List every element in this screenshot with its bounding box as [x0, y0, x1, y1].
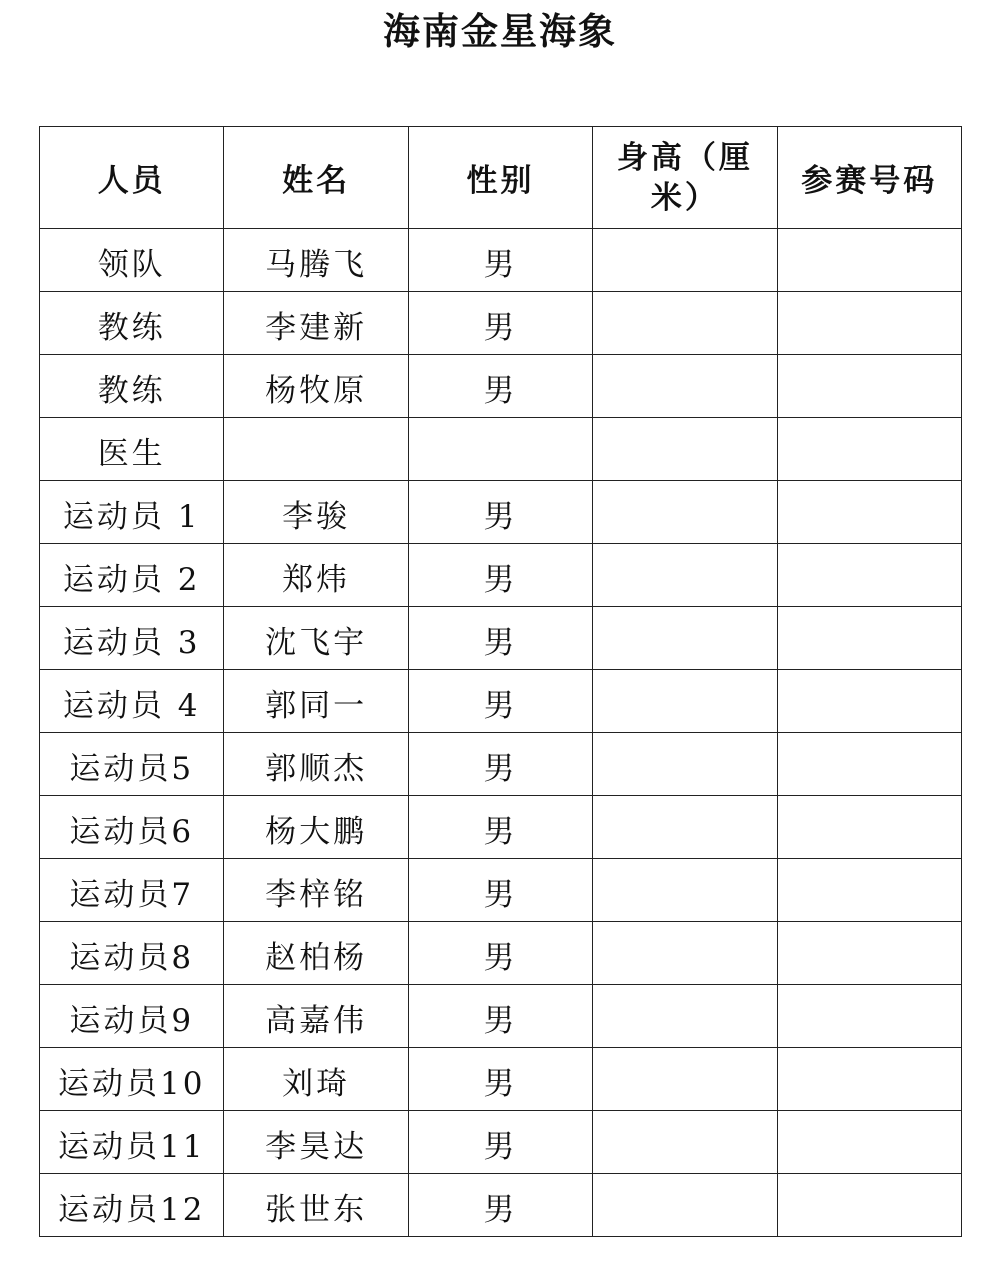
cell-height	[593, 670, 777, 733]
cell-name: 赵柏杨	[224, 922, 408, 985]
cell-height	[593, 733, 777, 796]
table-header	[40, 127, 962, 229]
cell-height	[593, 481, 777, 544]
cell-role: 医生	[40, 418, 224, 481]
header-name: 姓名	[224, 127, 408, 229]
table-row	[40, 922, 962, 985]
cell-number	[777, 796, 961, 859]
cell-number	[777, 418, 961, 481]
cell-name: 杨牧原	[224, 355, 408, 418]
cell-gender: 男	[408, 733, 592, 796]
table-body	[40, 229, 962, 1237]
table-row	[40, 1048, 962, 1111]
header-role: 人员	[40, 127, 224, 229]
cell-height	[593, 796, 777, 859]
cell-number	[777, 292, 961, 355]
cell-role: 教练	[40, 355, 224, 418]
table-row	[40, 1174, 962, 1237]
cell-role: 运动员 1	[40, 481, 224, 544]
cell-height	[593, 418, 777, 481]
table-row	[40, 481, 962, 544]
cell-number	[777, 481, 961, 544]
cell-name: 郭同一	[224, 670, 408, 733]
cell-number	[777, 670, 961, 733]
cell-name: 沈飞宇	[224, 607, 408, 670]
cell-height	[593, 292, 777, 355]
cell-name: 马腾飞	[224, 229, 408, 292]
document-title: 海南金星海象	[383, 10, 617, 53]
cell-height	[593, 544, 777, 607]
cell-number	[777, 1048, 961, 1111]
roster-table	[39, 126, 962, 1237]
cell-name: 张世东	[224, 1174, 408, 1237]
cell-number	[777, 859, 961, 922]
cell-height	[593, 1048, 777, 1111]
cell-number	[777, 229, 961, 292]
cell-role: 运动员6	[40, 796, 224, 859]
cell-gender: 男	[408, 355, 592, 418]
cell-role: 运动员 3	[40, 607, 224, 670]
cell-height	[593, 1174, 777, 1237]
cell-role: 运动员12	[40, 1174, 224, 1237]
cell-height	[593, 229, 777, 292]
header-number: 参赛号码	[777, 127, 961, 229]
cell-gender: 男	[408, 229, 592, 292]
cell-role: 运动员5	[40, 733, 224, 796]
cell-height	[593, 922, 777, 985]
cell-role: 运动员9	[40, 985, 224, 1048]
cell-height	[593, 859, 777, 922]
cell-number	[777, 1111, 961, 1174]
table-row	[40, 733, 962, 796]
cell-name: 高嘉伟	[224, 985, 408, 1048]
cell-role: 运动员8	[40, 922, 224, 985]
cell-gender: 男	[408, 544, 592, 607]
cell-gender: 男	[408, 607, 592, 670]
cell-number	[777, 922, 961, 985]
cell-gender: 男	[408, 985, 592, 1048]
cell-number	[777, 544, 961, 607]
cell-gender: 男	[408, 922, 592, 985]
cell-name: 郑炜	[224, 544, 408, 607]
table-row	[40, 607, 962, 670]
cell-role: 领队	[40, 229, 224, 292]
cell-height	[593, 355, 777, 418]
cell-gender: 男	[408, 1111, 592, 1174]
cell-height	[593, 607, 777, 670]
cell-name: 李梓铭	[224, 859, 408, 922]
cell-gender: 男	[408, 292, 592, 355]
cell-number	[777, 607, 961, 670]
cell-name: 李骏	[224, 481, 408, 544]
cell-role: 运动员10	[40, 1048, 224, 1111]
table-row	[40, 418, 962, 481]
cell-gender: 男	[408, 481, 592, 544]
cell-name: 郭顺杰	[224, 733, 408, 796]
table-row	[40, 859, 962, 922]
cell-gender: 男	[408, 859, 592, 922]
cell-number	[777, 355, 961, 418]
header-gender: 性别	[408, 127, 592, 229]
cell-role: 运动员 4	[40, 670, 224, 733]
cell-role: 运动员7	[40, 859, 224, 922]
cell-number	[777, 985, 961, 1048]
table-row	[40, 292, 962, 355]
cell-name: 李建新	[224, 292, 408, 355]
header-row	[40, 127, 962, 229]
cell-gender	[408, 418, 592, 481]
header-height: 身高（厘米）	[593, 127, 777, 229]
table-row	[40, 544, 962, 607]
cell-gender: 男	[408, 1048, 592, 1111]
table-row	[40, 229, 962, 292]
table-row	[40, 985, 962, 1048]
cell-name: 杨大鹏	[224, 796, 408, 859]
cell-gender: 男	[408, 670, 592, 733]
cell-number	[777, 733, 961, 796]
table-row	[40, 1111, 962, 1174]
cell-name: 刘琦	[224, 1048, 408, 1111]
cell-role: 运动员11	[40, 1111, 224, 1174]
cell-number	[777, 1174, 961, 1237]
cell-height	[593, 985, 777, 1048]
cell-gender: 男	[408, 796, 592, 859]
cell-height	[593, 1111, 777, 1174]
table-row	[40, 796, 962, 859]
cell-name: 李昊达	[224, 1111, 408, 1174]
table-row	[40, 355, 962, 418]
cell-role: 运动员 2	[40, 544, 224, 607]
cell-name	[224, 418, 408, 481]
cell-role: 教练	[40, 292, 224, 355]
table-row	[40, 670, 962, 733]
cell-gender: 男	[408, 1174, 592, 1237]
